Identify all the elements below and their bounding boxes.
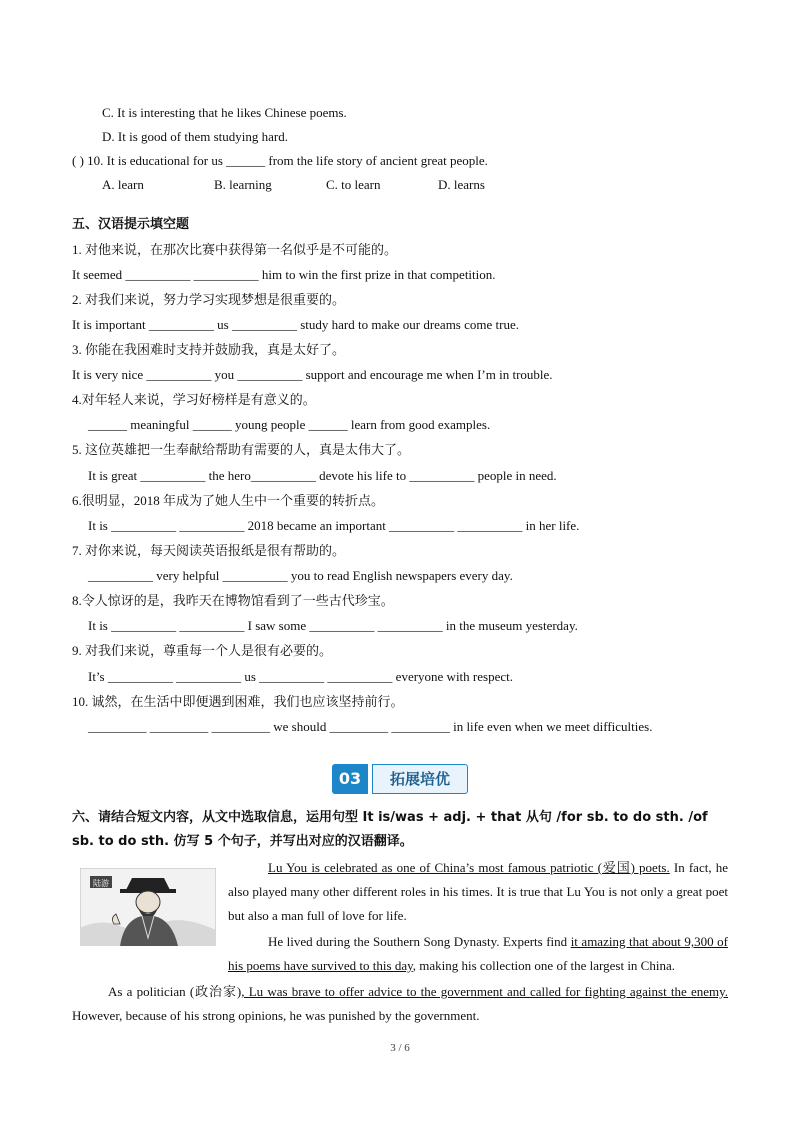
s5-item5-en: It is great __________ the hero__________ devote his life to __________ people in need. [88,468,557,483]
s5-item7-cn: 7. 对你来说，每天阅读英语报纸是很有帮助的。 [72,543,346,558]
p2-underlined: it amazing that about 9,300 of his poems have survived to this day [228,934,728,973]
p3-start: As a politician (政治家) [108,984,242,999]
s5-item8-en: It is __________ __________ I saw some __________ __________ in the museum yesterday. [88,618,578,633]
s5-item9-cn: 9. 对我们来说，尊重每一个人是很有必要的。 [72,643,333,658]
passage-paragraph-1 [228,856,728,928]
s5-item6-en: It is __________ __________ 2018 became an important __________ __________ in her life. [88,518,580,533]
badge-label: 拓展培优 [372,764,468,794]
s5-item2-en: It is important __________ us __________ study hard to make our dreams come true. [72,317,519,332]
s5-item10-en: _________ _________ _________ we should _________ _________ in life even when we meet difficulties. [88,719,653,734]
q10-option-c: C. to learn [326,177,381,192]
s5-item3-en: It is very nice __________ you __________ support and encourage me when I’m in trouble. [72,367,553,382]
p2-start: He lived during the Southern Song Dynasty. Experts find [268,934,571,949]
p3-rest: However, because of his strong opinions, he was punished by the government. [72,1008,480,1023]
s5-item1-cn: 1. 对他来说，在那次比赛中获得第一名似乎是不可能的。 [72,242,398,257]
s5-item4-en: ______ meaningful ______ young people ______ learn from good examples. [88,417,491,432]
s5-item7-en: __________ very helpful __________ you to read English newspapers every day. [88,568,513,583]
q10-option-b: B. learning [214,177,272,192]
s5-item10-cn: 10. 诚然，在生活中即便遇到困难，我们也应该坚持前行。 [72,694,404,709]
portrait-caption: 陆游 [93,879,109,888]
passage-paragraph-3 [72,980,728,1028]
section5-title: 五、汉语提示填空题 [72,217,190,232]
passage-paragraph-2-start [228,930,728,978]
s5-item3-cn: 3. 你能在我困难时支持并鼓励我，真是太好了。 [72,342,346,357]
section-badge [332,764,468,794]
lu-you-portrait [80,868,216,946]
s5-item9-en: It’s __________ __________ us __________ __________ everyone with respect. [88,669,513,684]
p1-rest: In fact, he also played many other different roles in his times. It is true that Lu You is not only a great poet but also a man full of love for life. [228,860,728,923]
q10-stem: ( ) 10. It is educational for us ______ from the life story of ancient great people. [72,153,488,168]
q10-option-a: A. learn [102,177,144,192]
s5-item5-cn: 5. 这位英雄把一生奉献给帮助有需要的人，真是太伟大了。 [72,442,411,457]
section6-title: 六、请结合短文内容，从文中选取信息，运用句型 It is/was + adj. + that 从句 /for sb. to do sth. /of sb. to do sth. 仿写 5 个句子，并写出对应的汉语翻译。 [72,810,708,849]
q9-option-c: C. It is interesting that he likes Chinese poems. [102,105,347,120]
p3-underlined: , Lu was brave to offer advice to the government and called for fighting against the enemy. [241,984,728,999]
q10-option-d: D. learns [438,177,485,192]
badge-number: 03 [332,764,368,794]
q9-option-d: D. It is good of them studying hard. [102,129,288,144]
s5-item6-cn: 6.很明显，2018 年成为了她人生中一个重要的转折点。 [72,493,385,508]
p2-rest: , making his collection one of the largest in China. [412,958,675,973]
page-number: 3 / 6 [390,1042,410,1054]
s5-item1-en: It seemed __________ __________ him to win the first prize in that competition. [72,267,496,282]
s5-item2-cn: 2. 对我们来说，努力学习实现梦想是很重要的。 [72,292,346,307]
s5-item4-cn: 4.对年轻人来说，学习好榜样是有意义的。 [72,392,316,407]
s5-item8-cn: 8.令人惊讶的是，我昨天在博物馆看到了一些古代珍宝。 [72,593,394,608]
p1-underlined: Lu You is celebrated as one of China’s most famous patriotic (爱国) poets. [268,860,670,875]
